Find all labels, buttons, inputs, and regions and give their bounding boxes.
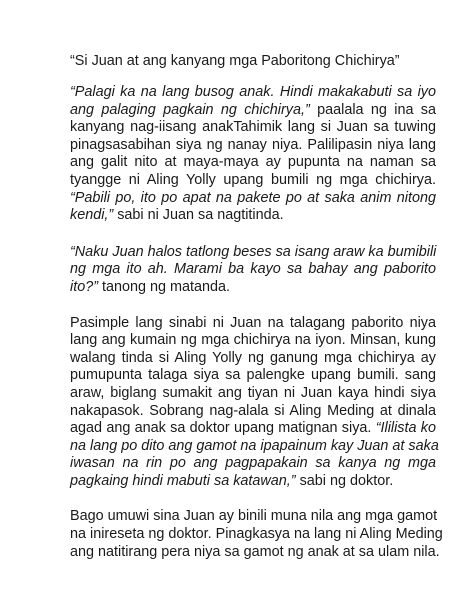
text-line [70,508,436,526]
paragraph [70,314,439,491]
text-line [70,367,436,385]
italic-text: ng mga ito ah. Marami ba kayo sa bahay ang paborito [70,261,436,278]
text-line [70,315,436,333]
italic-text: ang palaging pagkain ng chichirya,” [70,101,310,118]
text-line [70,543,440,562]
plain-text: Bago umuwi sina Juan ay binili muna nila ang mga gamot [70,508,438,525]
text-line [70,84,436,102]
text-line [70,332,436,350]
plain-text: pinagsasabihan siya ng nanay niya. Palilipasin niya lang [70,136,436,153]
plain-text: paalala ng ina sa [309,101,436,118]
plain-text: sabi ni Juan sa nagtitinda. [113,207,284,224]
text-line [70,350,436,368]
plain-text: tyangge ni Aling Yolly upang bumili ng mga chichirya. [70,171,436,188]
plain-text: walang tinda si Aling Yolly ng ganung mga chichirya ay [70,349,436,366]
plain-text: na inireseta ng doktor. Pinagkasya na lang ni Aling Meding [70,526,443,543]
plain-text: ang galit nito at maya-maya ay pupunta na naman sa [70,154,436,171]
paragraph [70,84,436,225]
document-body [70,84,443,561]
text-line [70,119,436,137]
text-line [70,437,439,456]
text-line [70,455,436,473]
italic-text: kendi,” [70,207,114,224]
plain-text: lang ang kumain ng mga chichirya na iyon. Minsan, kung [70,332,436,349]
plain-text: kanyang nag-iisang anakTahimik lang si Juan sa tuwing [70,119,436,136]
text-line [70,190,436,208]
plain-text: nakapasok. Sobrang nag-alala si Aling Meding at dinala [70,402,436,419]
text-line [70,244,436,262]
italic-text: pagkaing hindi mabuti sa katawan,” [70,472,296,489]
text-line [70,473,436,491]
plain-text: pumupunta talaga siya sa palengke upang bumili. sang [70,367,436,384]
italic-text: “Ililista ko [375,420,436,437]
text-line [70,261,436,279]
text-line [70,137,436,155]
plain-text: sabi ng doktor. [295,472,394,489]
italic-text: iwasan na rin po ang pagpapakain sa kanya ng mga [70,455,436,472]
plain-text: araw, biglang sumakit ang tiyan ni Juan kaya hindi siya [70,384,436,401]
italic-text: ito?” [70,278,98,295]
italic-text: “Naku Juan halos tatlong beses sa isang araw ka bumibili [70,243,437,260]
text-line [70,102,436,120]
text-line [70,207,436,225]
document-title: “Si Juan at ang kanyang mga Paboritong Chichirya” [70,53,400,69]
paragraph [70,244,436,297]
text-line [70,385,436,403]
plain-text: agad ang anak sa doktor upang matignan siya. [70,420,376,437]
italic-text: “Pabili po, ito po apat na pakete po at saka anim nitong [70,189,436,206]
plain-text: Pasimple lang sinabi ni Juan na talagang paborito niya [70,314,436,331]
plain-text: ang natitirang pera niya sa gamot ng anak at sa ulam nila. [70,543,440,560]
text-line [70,279,436,297]
text-line [70,154,436,172]
italic-text: “Palagi ka na lang busog anak. Hindi makakabuti sa iyo [70,84,436,100]
text-line [70,172,436,190]
paragraph [70,508,443,561]
text-line [70,526,443,544]
italic-text: na lang po dito ang gamot na ipapainum kay Juan at saka [70,437,439,454]
plain-text: tanong ng matanda. [98,278,231,295]
text-line [70,420,436,438]
text-line [70,403,436,421]
